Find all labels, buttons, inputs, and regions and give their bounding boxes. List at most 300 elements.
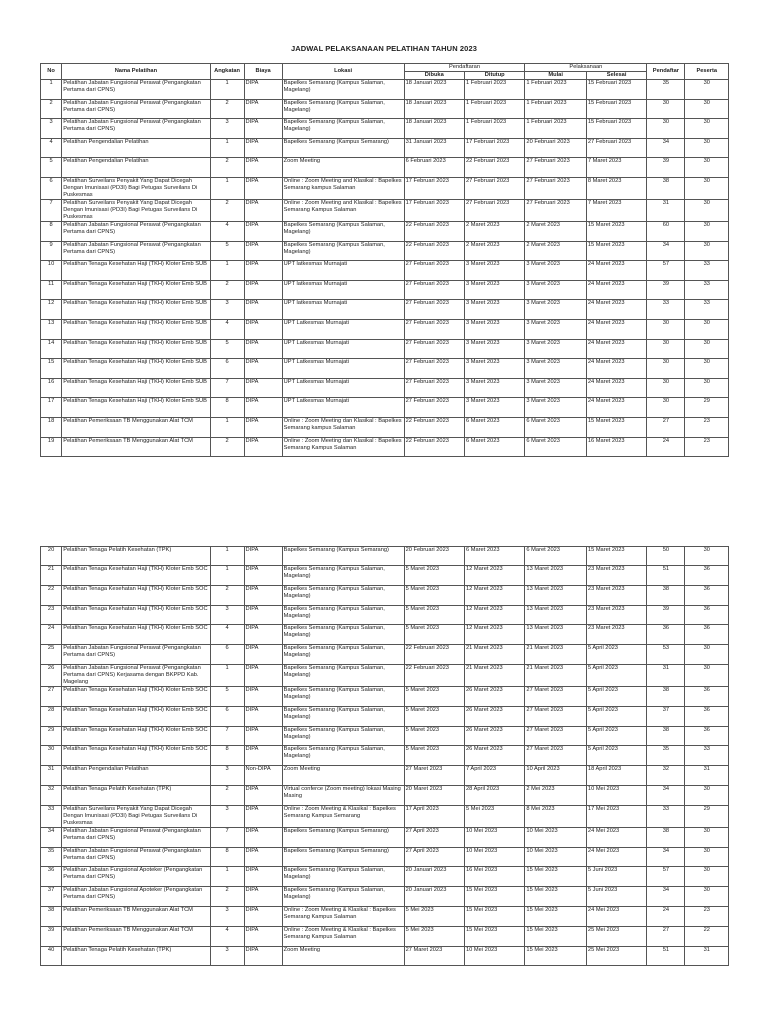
cell-ditutup: 15 Mei 2023: [465, 906, 525, 926]
cell-lokasi: Online : Zoom Meeting and Klasikal : Bapelkes Semarang kampus Salaman: [282, 177, 404, 199]
cell-pendaftar: 37: [647, 706, 685, 726]
cell-selesai: 10 Mei 2023: [586, 785, 646, 805]
cell-angkatan: 6: [210, 706, 244, 726]
cell-mulai: 27 Februari 2023: [525, 177, 586, 199]
table-row: [41, 664, 729, 686]
cell-dibuka: 27 Februari 2023: [404, 261, 464, 281]
cell-biaya: DIPA: [244, 625, 282, 645]
cell-nama-pelatihan: Pelatihan Tenaga Kesehatan Haji (TKH) Kloter Emb SUB: [62, 319, 210, 339]
cell-angkatan: 3: [210, 119, 244, 139]
cell-angkatan: 2: [210, 280, 244, 300]
cell-pendaftar: 38: [647, 686, 685, 706]
cell-ditutup: 16 Mei 2023: [465, 867, 525, 887]
table-row: [41, 398, 729, 418]
cell-peserta: 33: [685, 300, 729, 320]
cell-ditutup: 6 Maret 2023: [465, 547, 525, 566]
cell-ditutup: 21 Maret 2023: [465, 664, 525, 686]
cell-mulai: 6 Maret 2023: [525, 417, 586, 437]
cell-no: 31: [41, 766, 62, 786]
cell-ditutup: 10 Mei 2023: [465, 827, 525, 847]
cell-nama-pelatihan: Pelatihan Jabatan Fungsional Apoteker (Pengangkatan Pertama dari CPNS): [62, 887, 210, 907]
cell-angkatan: 2: [210, 199, 244, 221]
cell-biaya: DIPA: [244, 437, 282, 457]
cell-no: 35: [41, 847, 62, 867]
cell-dibuka: 17 April 2023: [404, 805, 464, 827]
cell-mulai: 27 Februari 2023: [525, 158, 586, 178]
cell-mulai: 27 Maret 2023: [525, 686, 586, 706]
header-mulai: Mulai: [525, 72, 586, 80]
cell-nama-pelatihan: Pelatihan Jabatan Fungsional Perawat (Pengangkatan Pertama dari CPNS): [62, 80, 210, 100]
cell-angkatan: 1: [210, 177, 244, 199]
cell-selesai: 7 Maret 2023: [586, 199, 646, 221]
cell-selesai: 23 Maret 2023: [586, 585, 646, 605]
cell-dibuka: 20 Februari 2023: [404, 547, 464, 566]
cell-ditutup: 3 Maret 2023: [465, 378, 525, 398]
cell-nama-pelatihan: Pelatihan Tenaga Kesehatan Haji (TKH) Kloter Emb SOC: [62, 625, 210, 645]
cell-no: 10: [41, 261, 62, 281]
cell-selesai: 24 Maret 2023: [586, 261, 646, 281]
table-row: [41, 177, 729, 199]
cell-pendaftar: 30: [647, 359, 685, 379]
cell-nama-pelatihan: Pelatihan Jabatan Fungsional Perawat (Pengangkatan Pertama dari CPNS): [62, 99, 210, 119]
cell-biaya: DIPA: [244, 80, 282, 100]
cell-biaya: DIPA: [244, 300, 282, 320]
cell-nama-pelatihan: Pelatihan Tenaga Kesehatan Haji (TKH) Kloter Emb SOC: [62, 746, 210, 766]
cell-mulai: 10 Mei 2023: [525, 827, 586, 847]
cell-mulai: 15 Mei 2023: [525, 867, 586, 887]
cell-dibuka: 27 Maret 2023: [404, 946, 464, 966]
cell-no: 16: [41, 378, 62, 398]
cell-no: 27: [41, 686, 62, 706]
cell-no: 26: [41, 664, 62, 686]
cell-biaya: DIPA: [244, 177, 282, 199]
cell-pendaftar: 51: [647, 566, 685, 586]
cell-biaya: DIPA: [244, 827, 282, 847]
cell-peserta: 23: [685, 437, 729, 457]
cell-lokasi: Bapelkes Semarang (Kampus Salaman, Magelang): [282, 726, 404, 746]
cell-lokasi: Virtual conferce (Zoom meeting) lokasi Masing Masing: [282, 785, 404, 805]
cell-no: 19: [41, 437, 62, 457]
cell-mulai: 3 Maret 2023: [525, 261, 586, 281]
cell-ditutup: 6 Maret 2023: [465, 417, 525, 437]
cell-mulai: 3 Maret 2023: [525, 280, 586, 300]
cell-selesai: 24 Maret 2023: [586, 319, 646, 339]
cell-no: 34: [41, 827, 62, 847]
cell-mulai: 27 Maret 2023: [525, 706, 586, 726]
cell-nama-pelatihan: Pelatihan Jabatan Fungsional Perawat (Pengangkatan Pertama dari CPNS) Kerjasama dengan BKPPD Kab. Magelang: [62, 664, 210, 686]
cell-biaya: DIPA: [244, 746, 282, 766]
cell-ditutup: 26 Maret 2023: [465, 706, 525, 726]
table-row: [41, 847, 729, 867]
cell-dibuka: 27 Februari 2023: [404, 319, 464, 339]
table-row: [41, 605, 729, 625]
table-row: [41, 887, 729, 907]
cell-lokasi: Bapelkes Semarang (Kampus Salaman, Magelang): [282, 566, 404, 586]
header-selesai: Selesai: [586, 72, 646, 80]
cell-dibuka: 22 Februari 2023: [404, 664, 464, 686]
cell-lokasi: Zoom Meeting: [282, 158, 404, 178]
cell-selesai: 24 Maret 2023: [586, 280, 646, 300]
cell-ditutup: 12 Maret 2023: [465, 605, 525, 625]
cell-mulai: 8 Mei 2023: [525, 805, 586, 827]
cell-biaya: DIPA: [244, 867, 282, 887]
table-row: [41, 80, 729, 100]
cell-lokasi: Bapelkes Semarang (Kampus Salaman, Magelang): [282, 119, 404, 139]
cell-nama-pelatihan: Pelatihan Tenaga Kesehatan Haji (TKH) Kloter Emb SOC: [62, 706, 210, 726]
cell-biaya: DIPA: [244, 566, 282, 586]
cell-peserta: 36: [685, 605, 729, 625]
header-lokasi: Lokasi: [282, 64, 404, 80]
cell-nama-pelatihan: Pelatihan Tenaga Kesehatan Haji (TKH) Kloter Emb SUB: [62, 378, 210, 398]
cell-peserta: 36: [685, 585, 729, 605]
cell-dibuka: 18 Januari 2023: [404, 119, 464, 139]
cell-lokasi: Online : Zoom Meeting and Klasikal : Bapelkes Semarang Kampus Salaman: [282, 199, 404, 221]
cell-selesai: 25 Mei 2023: [586, 946, 646, 966]
header-angkatan: Angkatan: [210, 64, 244, 80]
cell-pendaftar: 34: [647, 138, 685, 158]
cell-nama-pelatihan: Pelatihan Jabatan Fungsional Perawat (Pengangkatan Pertama dari CPNS): [62, 645, 210, 665]
cell-biaya: DIPA: [244, 378, 282, 398]
cell-angkatan: 3: [210, 300, 244, 320]
cell-pendaftar: 38: [647, 585, 685, 605]
cell-no: 29: [41, 726, 62, 746]
cell-mulai: 21 Maret 2023: [525, 664, 586, 686]
cell-no: 21: [41, 566, 62, 586]
cell-ditutup: 21 Maret 2023: [465, 645, 525, 665]
cell-selesai: 5 Juni 2023: [586, 867, 646, 887]
cell-pendaftar: 31: [647, 664, 685, 686]
cell-lokasi: UPT latkesmas Murnajati: [282, 280, 404, 300]
cell-peserta: 31: [685, 766, 729, 786]
cell-lokasi: Bapelkes Semarang (Kampus Salaman, Magelang): [282, 241, 404, 261]
header-nama-pelatihan: Nama Pelatihan: [62, 64, 210, 80]
cell-no: 20: [41, 547, 62, 566]
cell-peserta: 30: [685, 241, 729, 261]
cell-nama-pelatihan: Pelatihan Tenaga Kesehatan Haji (TKH) Kloter Emb SUB: [62, 280, 210, 300]
cell-nama-pelatihan: Pelatihan Pemeriksaan TB Menggunakan Alat TCM: [62, 417, 210, 437]
cell-angkatan: 6: [210, 359, 244, 379]
cell-pendaftar: 30: [647, 319, 685, 339]
cell-ditutup: 12 Maret 2023: [465, 566, 525, 586]
cell-biaya: DIPA: [244, 241, 282, 261]
cell-peserta: 30: [685, 785, 729, 805]
cell-biaya: DIPA: [244, 221, 282, 241]
cell-lokasi: Online : Zoom Meeting & Klasikal : Bapelkes Semarang Kampus Salaman: [282, 906, 404, 926]
table-row: [41, 946, 729, 966]
cell-mulai: 13 Maret 2023: [525, 585, 586, 605]
cell-pendaftar: 57: [647, 261, 685, 281]
cell-pendaftar: 33: [647, 300, 685, 320]
cell-pendaftar: 57: [647, 867, 685, 887]
cell-pendaftar: 53: [647, 645, 685, 665]
cell-pendaftar: 30: [647, 119, 685, 139]
cell-biaya: DIPA: [244, 339, 282, 359]
header-peserta: Peserta: [685, 64, 729, 80]
header-pelaksanaan: Pelaksanaan: [525, 64, 647, 72]
cell-selesai: 8 Maret 2023: [586, 177, 646, 199]
cell-selesai: 24 Mei 2023: [586, 847, 646, 867]
cell-peserta: 33: [685, 280, 729, 300]
cell-biaya: DIPA: [244, 417, 282, 437]
cell-lokasi: UPT latkesmas Murnajati: [282, 300, 404, 320]
cell-lokasi: Bapelkes Semarang (Kampus Salaman, Magelang): [282, 605, 404, 625]
cell-pendaftar: 24: [647, 437, 685, 457]
cell-no: 5: [41, 158, 62, 178]
cell-peserta: 31: [685, 946, 729, 966]
cell-lokasi: Bapelkes Semarang (Kampus Salaman, Magelang): [282, 80, 404, 100]
cell-nama-pelatihan: Pelatihan Pengendalian Pelatihan: [62, 158, 210, 178]
cell-lokasi: UPT Latkesmas Murnajati: [282, 398, 404, 418]
document-title: JADWAL PELAKSANAAN PELATIHAN TAHUN 2023: [290, 44, 477, 53]
cell-nama-pelatihan: Pelatihan Tenaga Kesehatan Haji (TKH) Kloter Emb SOC: [62, 726, 210, 746]
cell-mulai: 1 Februari 2023: [525, 80, 586, 100]
cell-mulai: 13 Maret 2023: [525, 605, 586, 625]
cell-ditutup: 28 April 2023: [465, 785, 525, 805]
cell-peserta: 30: [685, 138, 729, 158]
cell-ditutup: 12 Maret 2023: [465, 625, 525, 645]
cell-lokasi: Bapelkes Semarang (Kampus Salaman, Magelang): [282, 706, 404, 726]
cell-selesai: 15 Maret 2023: [586, 241, 646, 261]
cell-peserta: 30: [685, 177, 729, 199]
cell-angkatan: 1: [210, 417, 244, 437]
cell-no: 22: [41, 585, 62, 605]
cell-angkatan: 7: [210, 378, 244, 398]
cell-lokasi: Bapelkes Semarang (Kampus Salaman, Magelang): [282, 221, 404, 241]
cell-angkatan: 5: [210, 686, 244, 706]
cell-angkatan: 4: [210, 221, 244, 241]
cell-pendaftar: 38: [647, 177, 685, 199]
cell-dibuka: 27 Maret 2023: [404, 766, 464, 786]
header-pendaftaran: Pendaftaran: [404, 64, 525, 72]
cell-biaya: DIPA: [244, 645, 282, 665]
cell-pendaftar: 30: [647, 339, 685, 359]
cell-pendaftar: 27: [647, 417, 685, 437]
cell-selesai: 24 Mei 2023: [586, 827, 646, 847]
cell-no: 7: [41, 199, 62, 221]
cell-angkatan: 6: [210, 645, 244, 665]
cell-nama-pelatihan: Pelatihan Tenaga Kesehatan Haji (TKH) Kloter Emb SUB: [62, 359, 210, 379]
cell-dibuka: 17 Februari 2023: [404, 199, 464, 221]
cell-mulai: 1 Februari 2023: [525, 119, 586, 139]
cell-biaya: DIPA: [244, 99, 282, 119]
cell-peserta: 30: [685, 847, 729, 867]
cell-nama-pelatihan: Pelatihan Tenaga Kesehatan Haji (TKH) Kloter Emb SOC: [62, 605, 210, 625]
cell-no: 9: [41, 241, 62, 261]
cell-ditutup: 1 Februari 2023: [465, 119, 525, 139]
cell-dibuka: 20 Maret 2023: [404, 785, 464, 805]
cell-nama-pelatihan: Pelatihan Pengendalian Pelatihan: [62, 138, 210, 158]
cell-ditutup: 10 Mei 2023: [465, 946, 525, 966]
cell-peserta: 30: [685, 547, 729, 566]
cell-ditutup: 15 Mei 2023: [465, 926, 525, 946]
cell-angkatan: 8: [210, 398, 244, 418]
cell-mulai: 2 Maret 2023: [525, 221, 586, 241]
cell-no: 36: [41, 867, 62, 887]
cell-dibuka: 22 Februari 2023: [404, 645, 464, 665]
cell-pendaftar: 30: [647, 99, 685, 119]
cell-selesai: 5 April 2023: [586, 726, 646, 746]
cell-selesai: 25 Mei 2023: [586, 926, 646, 946]
cell-mulai: 2 Mei 2023: [525, 785, 586, 805]
cell-dibuka: 18 Januari 2023: [404, 80, 464, 100]
cell-dibuka: 27 April 2023: [404, 827, 464, 847]
cell-angkatan: 3: [210, 946, 244, 966]
cell-pendaftar: 39: [647, 605, 685, 625]
cell-dibuka: 27 Februari 2023: [404, 280, 464, 300]
cell-mulai: 27 Februari 2023: [525, 199, 586, 221]
cell-ditutup: 27 Februari 2023: [465, 199, 525, 221]
cell-dibuka: 31 Januari 2023: [404, 138, 464, 158]
cell-angkatan: 2: [210, 887, 244, 907]
cell-biaya: DIPA: [244, 847, 282, 867]
cell-peserta: 30: [685, 80, 729, 100]
table-row: [41, 547, 729, 566]
cell-nama-pelatihan: Pelatihan Jabatan Fungsional Perawat (Pengangkatan Pertama dari CPNS): [62, 221, 210, 241]
table-row: [41, 785, 729, 805]
cell-lokasi: Online : Zoom Meeting dan Klasikal : Bapelkes Semarang kampus Salaman: [282, 417, 404, 437]
cell-angkatan: 2: [210, 99, 244, 119]
cell-lokasi: Bapelkes Semarang (Kampus Semarang): [282, 827, 404, 847]
cell-lokasi: Bapelkes Semarang (Kampus Salaman, Magelang): [282, 746, 404, 766]
cell-nama-pelatihan: Pelatihan Tenaga Kesehatan Haji (TKH) Kloter Emb SOC: [62, 566, 210, 586]
table-row: [41, 645, 729, 665]
cell-mulai: 6 Maret 2023: [525, 437, 586, 457]
table-row: [41, 906, 729, 926]
cell-dibuka: 5 Maret 2023: [404, 585, 464, 605]
cell-biaya: DIPA: [244, 926, 282, 946]
cell-dibuka: 20 Januari 2023: [404, 867, 464, 887]
table-row: [41, 417, 729, 437]
cell-biaya: DIPA: [244, 398, 282, 418]
cell-ditutup: 3 Maret 2023: [465, 339, 525, 359]
cell-lokasi: Bapelkes Semarang (Kampus Salaman, Magelang): [282, 686, 404, 706]
cell-mulai: 13 Maret 2023: [525, 625, 586, 645]
table-row: [41, 339, 729, 359]
cell-no: 13: [41, 319, 62, 339]
cell-biaya: DIPA: [244, 887, 282, 907]
cell-peserta: 29: [685, 805, 729, 827]
cell-lokasi: Zoom Meeting: [282, 766, 404, 786]
cell-dibuka: 5 Maret 2023: [404, 686, 464, 706]
cell-peserta: 30: [685, 887, 729, 907]
cell-angkatan: 1: [210, 867, 244, 887]
table-row: [41, 686, 729, 706]
cell-dibuka: 22 Februari 2023: [404, 241, 464, 261]
table-row: [41, 926, 729, 946]
cell-nama-pelatihan: Pelatihan Tenaga Pelatih Kesehatan (TPK): [62, 946, 210, 966]
cell-dibuka: 5 Maret 2023: [404, 726, 464, 746]
cell-biaya: DIPA: [244, 785, 282, 805]
cell-ditutup: 17 Februari 2023: [465, 138, 525, 158]
cell-selesai: 23 Maret 2023: [586, 566, 646, 586]
cell-pendaftar: 36: [647, 625, 685, 645]
table-row: [41, 158, 729, 178]
cell-ditutup: 3 Maret 2023: [465, 300, 525, 320]
cell-selesai: 15 Maret 2023: [586, 547, 646, 566]
cell-angkatan: 3: [210, 906, 244, 926]
cell-no: 38: [41, 906, 62, 926]
cell-selesai: 23 Maret 2023: [586, 625, 646, 645]
table-body-page-1: [41, 80, 729, 457]
table-row: [41, 221, 729, 241]
cell-biaya: DIPA: [244, 359, 282, 379]
cell-mulai: 10 Mei 2023: [525, 847, 586, 867]
cell-peserta: 30: [685, 867, 729, 887]
cell-dibuka: 27 April 2023: [404, 847, 464, 867]
cell-selesai: 24 Maret 2023: [586, 359, 646, 379]
cell-pendaftar: 34: [647, 241, 685, 261]
cell-lokasi: Bapelkes Semarang (Kampus Semarang): [282, 847, 404, 867]
table-row: [41, 746, 729, 766]
cell-angkatan: 8: [210, 746, 244, 766]
table-row: [41, 867, 729, 887]
cell-no: 33: [41, 805, 62, 827]
cell-mulai: 3 Maret 2023: [525, 319, 586, 339]
cell-mulai: 3 Maret 2023: [525, 300, 586, 320]
cell-dibuka: 22 Februari 2023: [404, 417, 464, 437]
cell-ditutup: 2 Maret 2023: [465, 221, 525, 241]
cell-pendaftar: 51: [647, 946, 685, 966]
cell-peserta: 36: [685, 726, 729, 746]
cell-biaya: DIPA: [244, 119, 282, 139]
cell-dibuka: 20 Januari 2023: [404, 887, 464, 907]
cell-angkatan: 2: [210, 158, 244, 178]
table-row: [41, 319, 729, 339]
cell-nama-pelatihan: Pelatihan Pemeriksaan TB Menggunakan Alat TCM: [62, 926, 210, 946]
cell-dibuka: 22 Februari 2023: [404, 437, 464, 457]
cell-biaya: DIPA: [244, 906, 282, 926]
cell-selesai: 5 Juni 2023: [586, 887, 646, 907]
cell-angkatan: 1: [210, 138, 244, 158]
table-row: [41, 625, 729, 645]
cell-lokasi: Online : Zoom Meeting dan Klasikal : Bapelkes Semarang Kampus Salaman: [282, 437, 404, 457]
cell-lokasi: UPT Latkesmas Murnajati: [282, 319, 404, 339]
cell-mulai: 3 Maret 2023: [525, 359, 586, 379]
cell-dibuka: 27 Februari 2023: [404, 359, 464, 379]
cell-lokasi: UPT Latkesmas Murnajati: [282, 339, 404, 359]
cell-no: 25: [41, 645, 62, 665]
cell-mulai: 15 Mei 2023: [525, 887, 586, 907]
cell-mulai: 3 Maret 2023: [525, 398, 586, 418]
cell-no: 3: [41, 119, 62, 139]
table-row: [41, 300, 729, 320]
cell-peserta: 30: [685, 199, 729, 221]
cell-nama-pelatihan: Pelatihan Surveilans Penyakit Yang Dapat Dicegah Dengan Imunisasi (PD3I) Bagi Petugas Surveilans Di Puskesmas: [62, 805, 210, 827]
cell-no: 4: [41, 138, 62, 158]
cell-lokasi: Zoom Meeting: [282, 946, 404, 966]
cell-selesai: 5 April 2023: [586, 706, 646, 726]
cell-no: 17: [41, 398, 62, 418]
cell-selesai: 15 Februari 2023: [586, 80, 646, 100]
cell-dibuka: 22 Februari 2023: [404, 221, 464, 241]
cell-ditutup: 2 Maret 2023: [465, 241, 525, 261]
cell-mulai: 15 Mei 2023: [525, 946, 586, 966]
cell-no: 2: [41, 99, 62, 119]
cell-pendaftar: 50: [647, 547, 685, 566]
cell-peserta: 23: [685, 417, 729, 437]
cell-biaya: DIPA: [244, 158, 282, 178]
cell-biaya: DIPA: [244, 726, 282, 746]
cell-dibuka: 18 Januari 2023: [404, 99, 464, 119]
cell-peserta: 30: [685, 158, 729, 178]
cell-peserta: 30: [685, 378, 729, 398]
cell-selesai: 24 Mei 2023: [586, 906, 646, 926]
cell-pendaftar: 34: [647, 785, 685, 805]
cell-ditutup: 26 Maret 2023: [465, 746, 525, 766]
cell-mulai: 2 Maret 2023: [525, 241, 586, 261]
cell-dibuka: 5 Maret 2023: [404, 746, 464, 766]
cell-ditutup: 3 Maret 2023: [465, 398, 525, 418]
